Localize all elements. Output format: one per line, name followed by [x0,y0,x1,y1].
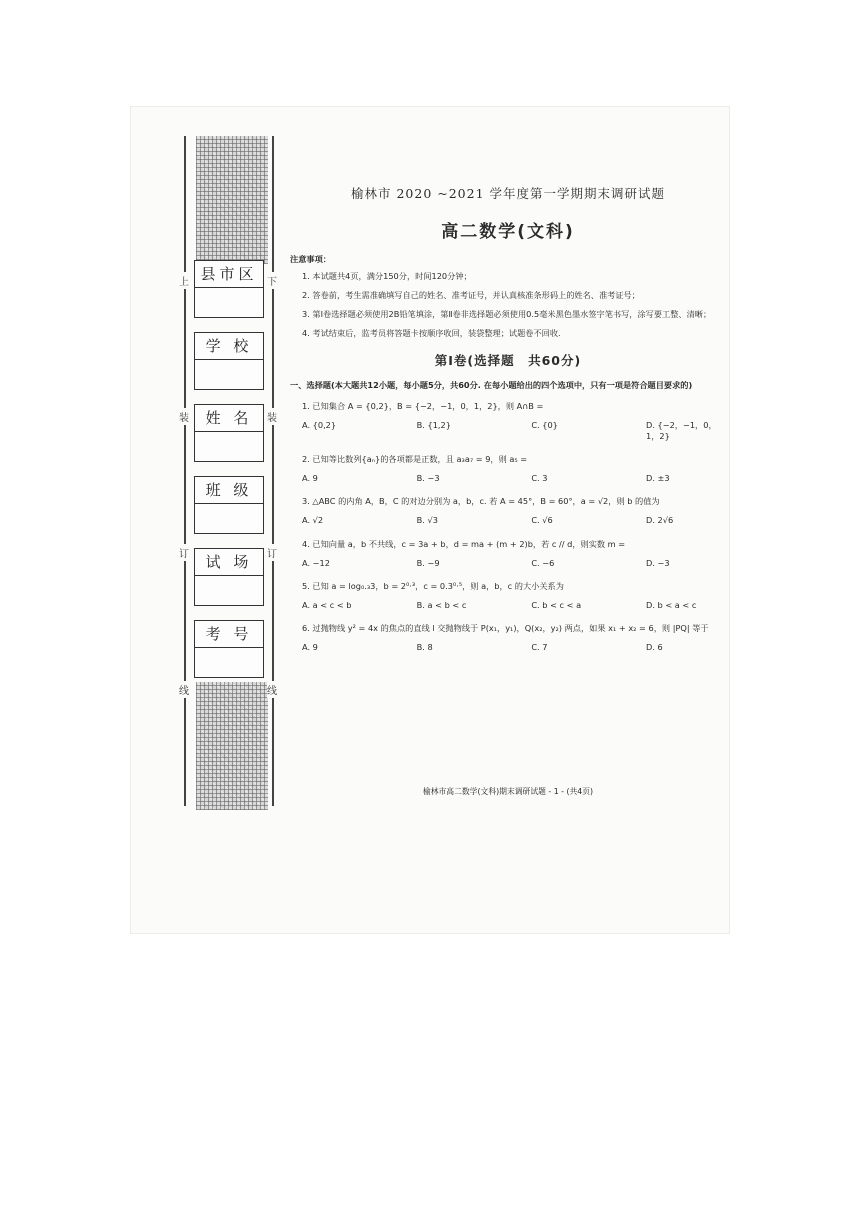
exam-content [292,186,724,665]
notice-heading: 注意事项： [290,253,331,264]
question [292,539,724,569]
field-label: 县市区 [195,261,263,288]
page-footer: 榆林市高二数学(文科)期末调研试题 - 1 - (共4页) [422,787,594,796]
question-stem: 4. 已知向量 a，b 不共线，c = 3a + b，d = ma + (m + 2)b，若 c // d，则实数 m = [302,538,626,549]
option-b: B. −3 [416,473,440,484]
field-class[interactable] [194,476,264,534]
question-stem: 6. 过抛物线 y² = 4x 的焦点的直线 l 交抛物线于 P(x₁，y₁)，Q(x₂，y₂) 两点，如果 x₁ + x₂ = 6，则 |PQ| 等于 [302,622,709,633]
question-options [302,473,724,484]
question [292,496,724,526]
option-b: B. √3 [416,515,438,526]
binding-margin [130,106,288,934]
question [292,581,724,611]
option-a: A. 9 [302,641,318,652]
field-exam-room[interactable] [194,548,264,606]
option-a: A. {0,2} [302,420,337,431]
question-options [302,420,724,442]
field-name[interactable] [194,404,264,462]
margin-mark-bottom-right: 下 [267,272,277,289]
option-b: B. {1,2} [416,420,451,431]
question-stem: 5. 已知 a = log₀.₃3，b = 2⁰·³，c = 0.3⁰·⁵，则 a，b，c 的大小关系为 [302,580,564,591]
option-d: D. −3 [646,557,670,568]
field-exam-number[interactable] [194,620,264,678]
section-heading: 一、选择题(本大题共12小题，每小题5分，共60分. 在每小题给出的四个选项中，只有一项是符合题目要求的) [290,380,693,390]
field-label: 考 号 [195,621,263,648]
part-title: 第Ⅰ卷(选择题 共60分) [434,353,582,369]
option-c: C. √6 [531,515,553,526]
option-c: C. 7 [531,641,548,652]
margin-mark-ding-right: 订 [267,544,277,561]
notice-item: 3. 第Ⅰ卷选择题必须使用2B铅笔填涂，第Ⅱ卷非选择题必须使用0.5毫米黑色墨水签字笔书写，涂写要工整、清晰； [302,309,712,319]
option-a: A. −12 [302,557,330,568]
option-b: B. a < b < c [416,599,467,610]
question [292,401,724,442]
margin-mark-xian-left: 线 [179,681,189,698]
question-stem: 1. 已知集合 A = {0,2}，B = {−2，−1，0，1，2}，则 A∩B = [302,401,544,412]
notice-item: 2. 答卷前，考生需准确填写自己的姓名、准考证号，并认真核准条形码上的姓名、准考证号； [302,289,640,300]
question-options [302,600,724,611]
question-options [302,515,724,526]
question-stem: 2. 已知等比数列{aₙ}的各项都是正数，且 a₃a₇ = 9，则 a₅ = [302,454,528,465]
field-label: 试 场 [195,549,263,576]
exam-title: 榆林市 2020 ~2021 学年度第一学期期末调研试题 [350,186,666,201]
option-a: A. a < c < b [302,599,352,610]
option-d: D. 6 [646,641,663,652]
scanned-exam-page [130,106,730,934]
option-a: A. 9 [302,473,318,484]
security-pattern-top [196,136,268,264]
notice-item: 1. 本试题共4页，满分150分，时间120分钟； [302,270,472,281]
option-b: B. 8 [416,641,433,652]
option-c: C. {0} [531,420,558,431]
margin-mark-zhuang-left: 装 [179,408,189,425]
question [292,623,724,653]
option-c: C. −6 [531,557,555,568]
notice-item: 4. 考试结束后，监考员将答题卡按顺序收回，装袋整理；试题卷不回收. [302,328,561,339]
field-county[interactable] [194,260,264,318]
question-stem: 3. △ABC 的内角 A，B，C 的对边分别为 a，b，c. 若 A = 45°，B = 60°，a = √2，则 b 的值为 [302,496,660,507]
margin-mark-xian-right: 线 [267,681,277,698]
question-options [302,558,724,569]
option-d: D. b < a < c [646,599,697,610]
margin-mark-top-left: 上 [179,272,189,289]
option-b: B. −9 [416,557,440,568]
option-c: C. b < c < a [531,599,582,610]
subject-title: 高二数学(文科) [441,221,575,242]
field-school[interactable] [194,332,264,390]
option-c: C. 3 [531,473,548,484]
question [292,454,724,484]
question-options [302,642,724,653]
margin-mark-ding-left: 订 [179,544,189,561]
option-d: D. ±3 [646,473,670,484]
binding-line-left [184,136,186,806]
option-a: A. √2 [302,515,324,526]
field-label: 学 校 [195,333,263,360]
field-label: 姓 名 [195,405,263,432]
option-d: D. 2√6 [646,515,674,526]
binding-line-right [272,136,274,806]
security-pattern-bottom [196,682,268,810]
margin-mark-zhuang-right: 装 [267,408,277,425]
field-label: 班 级 [195,477,263,504]
option-d: D. {−2，−1，0，1，2} [646,420,717,442]
